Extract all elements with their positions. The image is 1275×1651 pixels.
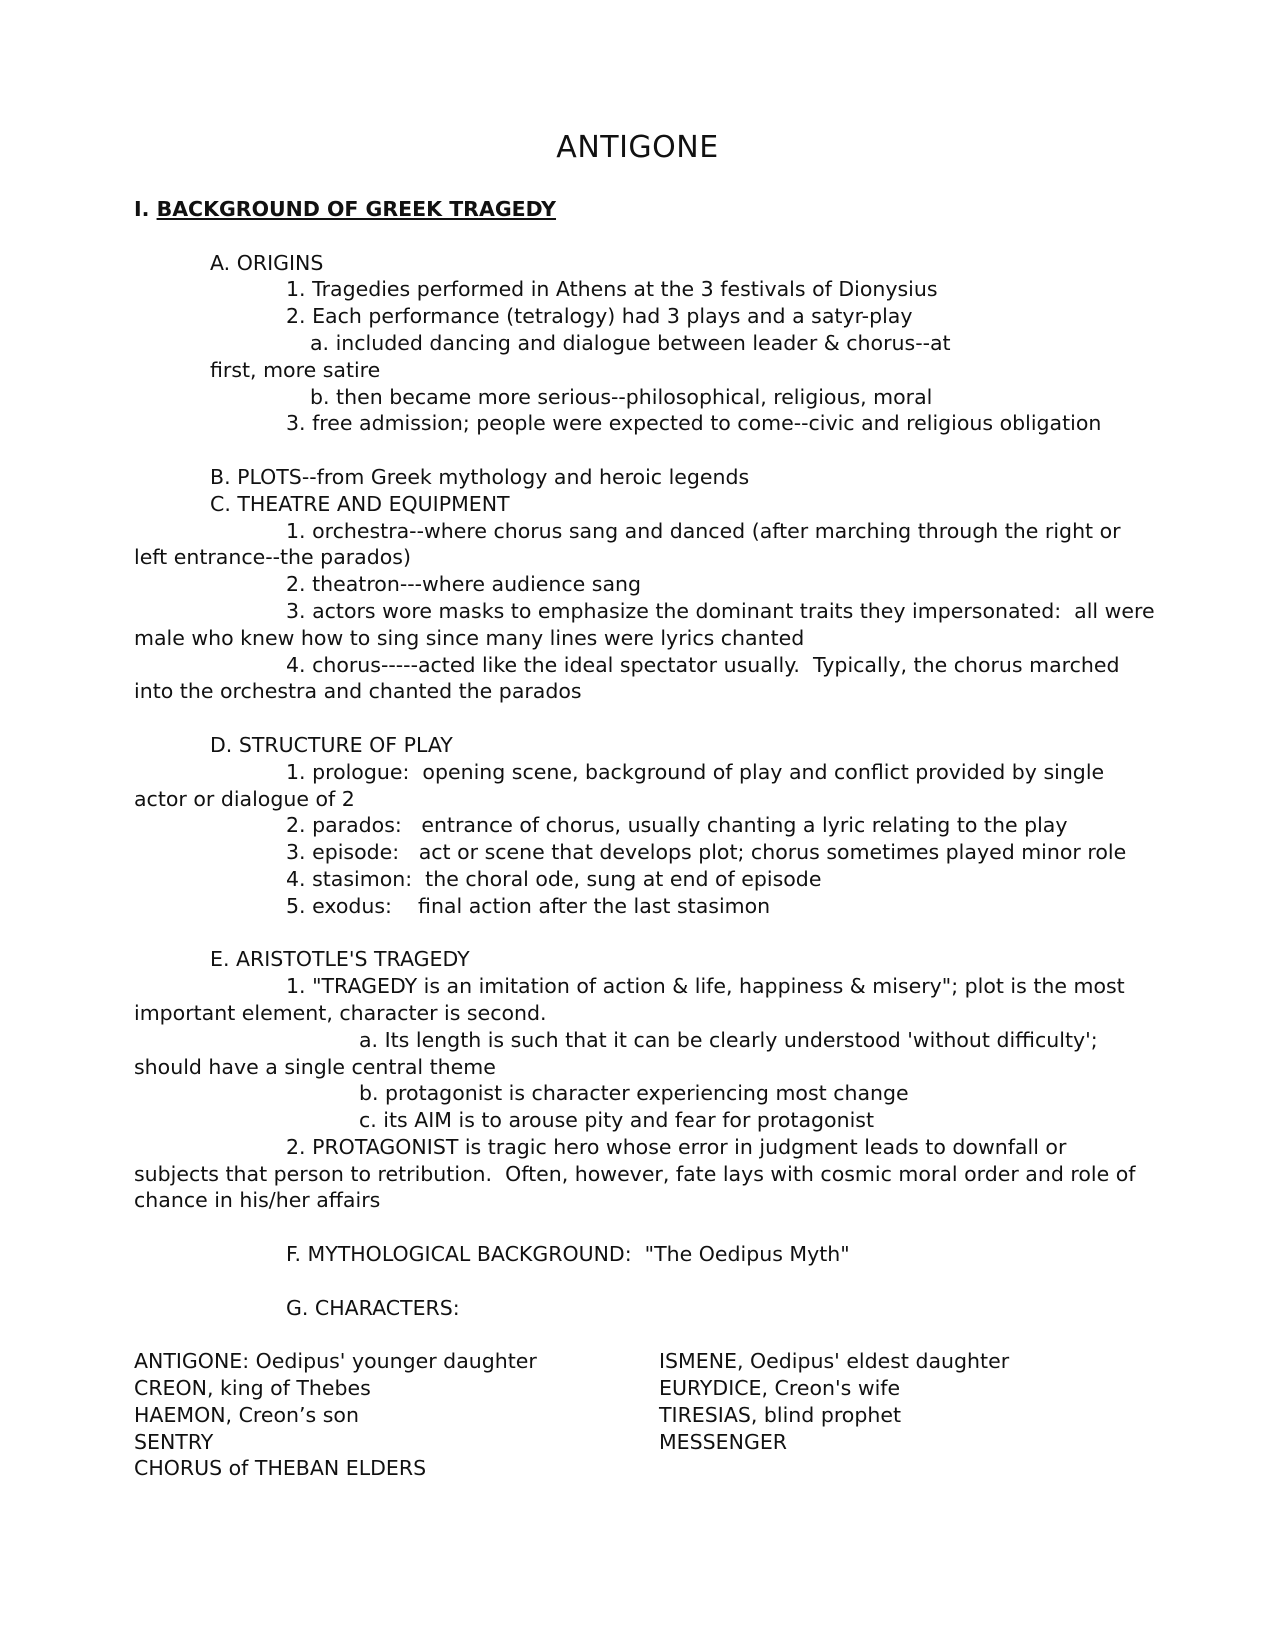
aristotle-item-1a: a. Its length is such that it can be clearly understood 'without difficulty'; <box>359 1027 1098 1052</box>
origins-item-3: 3. free admission; people were expected to come--civic and religious obligation <box>286 411 1102 436</box>
aristotle-item-1c: c. its AIM is to arouse pity and fear for protagonist <box>359 1108 874 1133</box>
characters-right-column <box>659 1348 1154 1482</box>
aristotle-item-2-cont-2: chance in his/her affairs <box>134 1188 381 1213</box>
document-body <box>134 196 1154 1482</box>
character-item: ISMENE, Oedipus' eldest daughter <box>659 1349 1010 1374</box>
spacer <box>134 920 1154 947</box>
character-item: EURYDICE, Creon's wife <box>659 1376 901 1401</box>
spacer <box>134 705 1154 732</box>
section-title: BACKGROUND OF GREEK TRAGEDY <box>156 197 557 221</box>
structure-item-1: 1. prologue: opening scene, background of play and conflict provided by single <box>286 759 1105 784</box>
characters-heading: G. CHARACTERS: <box>286 1295 460 1320</box>
structure-item-3: 3. episode: act or scene that develops plot; chorus sometimes played minor role <box>286 840 1127 865</box>
theatre-item-4-cont: into the orchestra and chanted the parados <box>134 679 582 704</box>
character-item: CREON, king of Thebes <box>134 1376 371 1401</box>
aristotle-item-1-cont: important element, character is second. <box>134 1000 547 1025</box>
origins-item-2: 2. Each performance (tetralogy) had 3 plays and a satyr-play <box>286 304 913 329</box>
section-number: I. <box>134 197 150 221</box>
aristotle-item-1a-cont: should have a single central theme <box>134 1054 496 1079</box>
theatre-item-2: 2. theatron---where audience sang <box>286 572 642 597</box>
character-item: HAEMON, Creon’s son <box>134 1402 359 1427</box>
spacer <box>134 437 1154 464</box>
section-heading <box>134 196 1154 223</box>
character-item: SENTRY <box>134 1429 214 1454</box>
character-item: MESSENGER <box>659 1429 788 1454</box>
characters-left-column <box>134 1348 659 1482</box>
origins-heading: A. ORIGINS <box>210 250 324 275</box>
theatre-item-3-cont: male who knew how to sing since many lines were lyrics chanted <box>134 625 805 650</box>
origins-item-2b: b. then became more serious--philosophical, religious, moral <box>310 384 933 409</box>
characters-list <box>134 1348 1154 1482</box>
spacer <box>134 1268 1154 1295</box>
theatre-item-3: 3. actors wore masks to emphasize the dominant traits they impersonated: all were <box>286 598 1155 623</box>
origins-item-1: 1. Tragedies performed in Athens at the 3 festivals of Dionysius <box>286 277 938 302</box>
structure-heading: D. STRUCTURE OF PLAY <box>210 732 453 757</box>
aristotle-item-1: 1. "TRAGEDY is an imitation of action & life, happiness & misery"; plot is the most <box>286 974 1125 999</box>
theatre-heading: C. THEATRE AND EQUIPMENT <box>210 491 510 516</box>
character-item: CHORUS of THEBAN ELDERS <box>134 1456 427 1481</box>
structure-item-5: 5. exodus: final action after the last stasimon <box>286 893 771 918</box>
aristotle-item-2: 2. PROTAGONIST is tragic hero whose error in judgment leads to downfall or <box>286 1134 1067 1159</box>
spacer <box>134 1321 1154 1348</box>
structure-item-2: 2. parados: entrance of chorus, usually chanting a lyric relating to the play <box>286 813 1068 838</box>
theatre-item-1: 1. orchestra--where chorus sang and danced (after marching through the right or <box>286 518 1121 543</box>
mythological-heading: F. MYTHOLOGICAL BACKGROUND: "The Oedipus Myth" <box>286 1242 850 1267</box>
theatre-item-1-cont: left entrance--the parados) <box>134 545 411 570</box>
spacer <box>134 1214 1154 1241</box>
plots-heading: B. PLOTS--from Greek mythology and heroic legends <box>210 464 750 489</box>
character-item: ANTIGONE: Oedipus' younger daughter <box>134 1349 537 1374</box>
page-title: ANTIGONE <box>556 130 719 165</box>
origins-item-2a-cont: first, more satire <box>210 357 381 382</box>
theatre-item-4: 4. chorus-----acted like the ideal spectator usually. Typically, the chorus marched <box>286 652 1120 677</box>
structure-item-1-cont: actor or dialogue of 2 <box>134 786 355 811</box>
aristotle-item-1b: b. protagonist is character experiencing most change <box>359 1081 909 1106</box>
character-item: TIRESIAS, blind prophet <box>659 1402 902 1427</box>
structure-item-4: 4. stasimon: the choral ode, sung at end of episode <box>286 866 822 891</box>
aristotle-heading: E. ARISTOTLE'S TRAGEDY <box>210 947 470 972</box>
origins-item-2a: a. included dancing and dialogue between leader & chorus--at <box>310 330 951 355</box>
spacer <box>134 223 1154 250</box>
aristotle-item-2-cont: subjects that person to retribution. Often, however, fate lays with cosmic moral order and role of <box>134 1161 1136 1186</box>
